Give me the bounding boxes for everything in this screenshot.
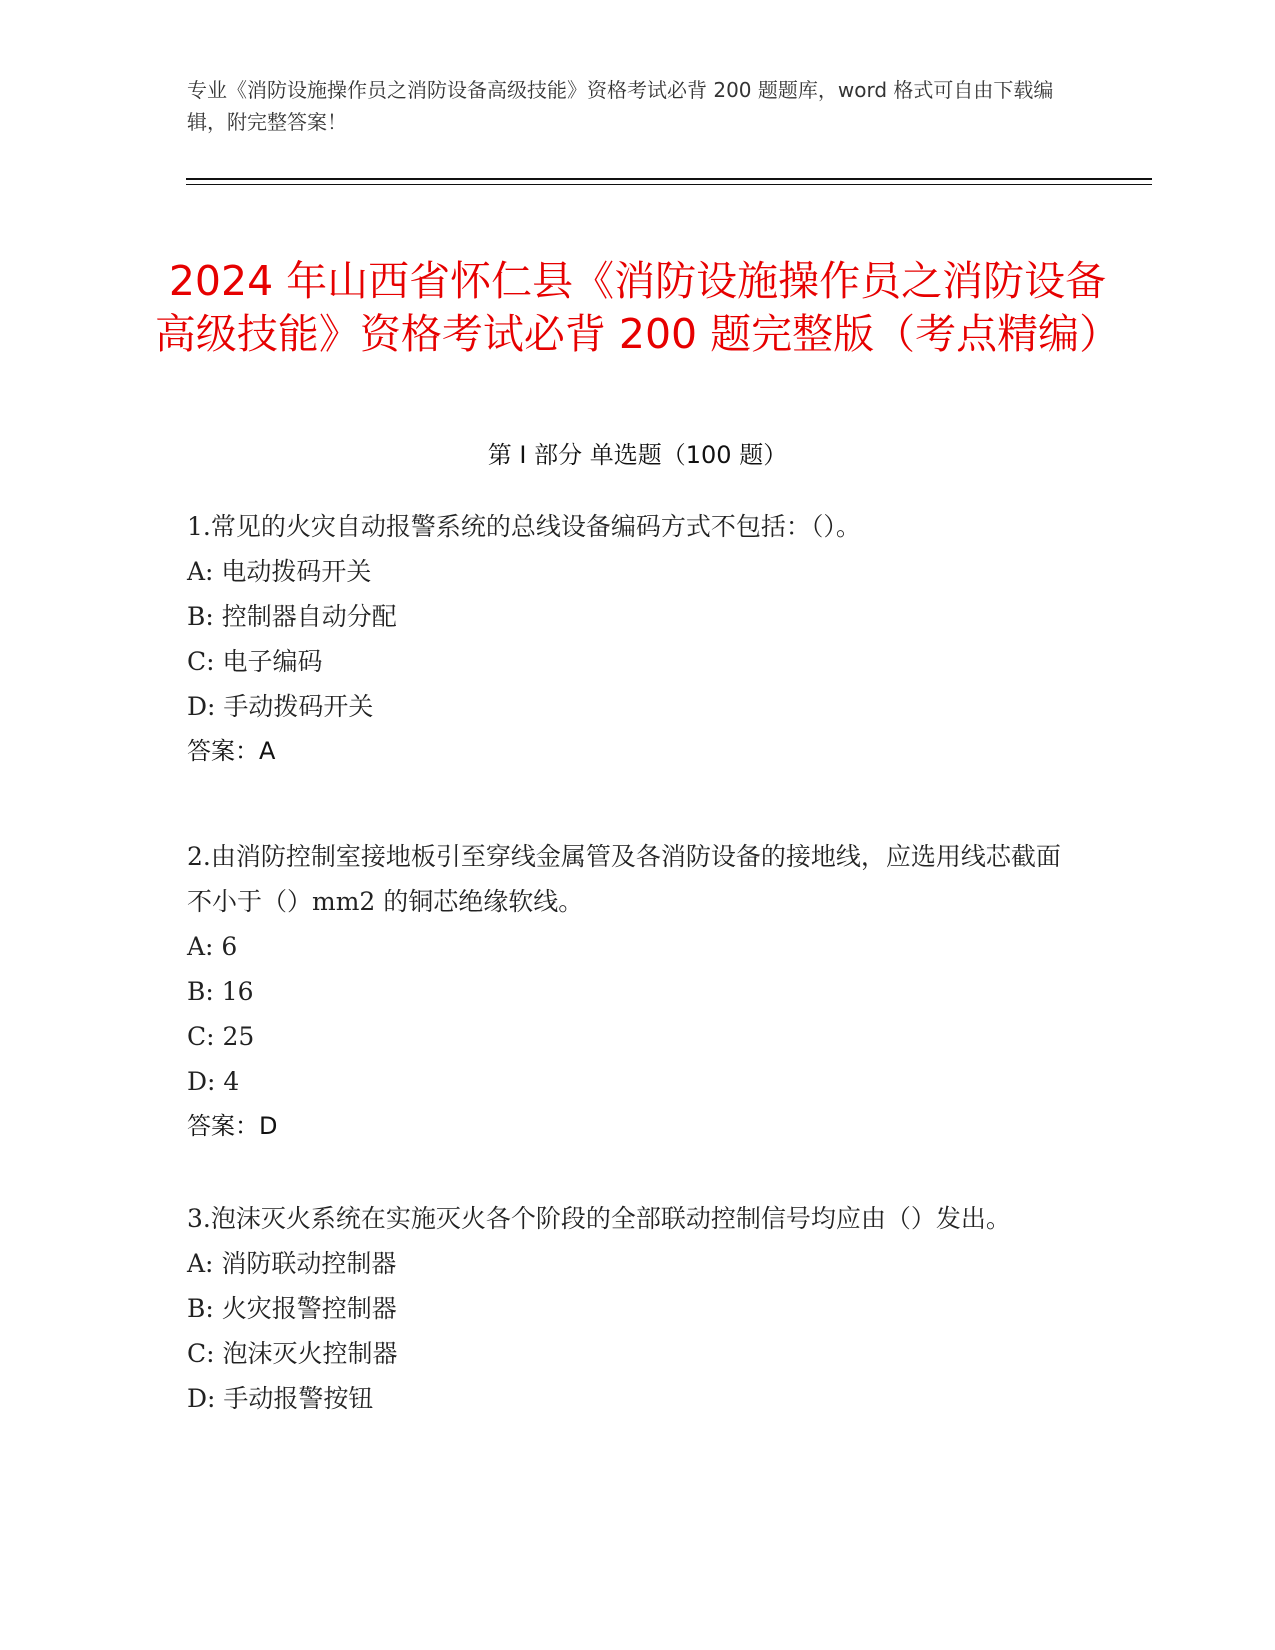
option-a: A: 6	[187, 932, 238, 961]
answer-text: 答案：D	[187, 1112, 278, 1140]
header-divider-thin	[186, 184, 1152, 185]
question-3	[187, 1196, 1067, 1421]
question-2	[187, 834, 1067, 1149]
option-a: A: 消防联动控制器	[187, 1249, 397, 1278]
question-stem: 1.常见的火灾自动报警系统的总线设备编码方式不包括：（）。	[187, 512, 861, 541]
option-c: C: 电子编码	[187, 647, 323, 676]
question-stem: 3.泡沫灭火系统在实施灭火各个阶段的全部联动控制信号均应由（）发出。	[187, 1204, 1011, 1233]
option-b: B: 16	[187, 977, 254, 1006]
answer-text: 答案：A	[187, 737, 276, 765]
document-title: 2024 年山西省怀仁县《消防设施操作员之消防设备高级技能》资格考试必背 200 题完整版（考点精编）	[154, 257, 1121, 359]
section-title: 第 I 部分 单选题（100 题）	[487, 441, 788, 469]
header-note: 专业《消防设施操作员之消防设备高级技能》资格考试必背 200 题题库，word 格式可自由下载编辑，附完整答案！	[187, 78, 1054, 134]
option-b: B: 控制器自动分配	[187, 602, 397, 631]
option-a: A: 电动拨码开关	[187, 557, 372, 586]
option-d: D: 手动拨码开关	[187, 692, 374, 721]
question-1	[187, 504, 1067, 774]
option-b: B: 火灾报警控制器	[187, 1294, 397, 1323]
header-divider-thick	[186, 178, 1152, 180]
option-d: D: 4	[187, 1067, 240, 1096]
option-c: C: 25	[187, 1022, 255, 1051]
option-c: C: 泡沫灭火控制器	[187, 1339, 398, 1368]
option-d: D: 手动报警按钮	[187, 1384, 374, 1413]
question-stem: 2.由消防控制室接地板引至穿线金属管及各消防设备的接地线，应选用线芯截面不小于（）mm2 的铜芯绝缘软线。	[187, 842, 1061, 916]
